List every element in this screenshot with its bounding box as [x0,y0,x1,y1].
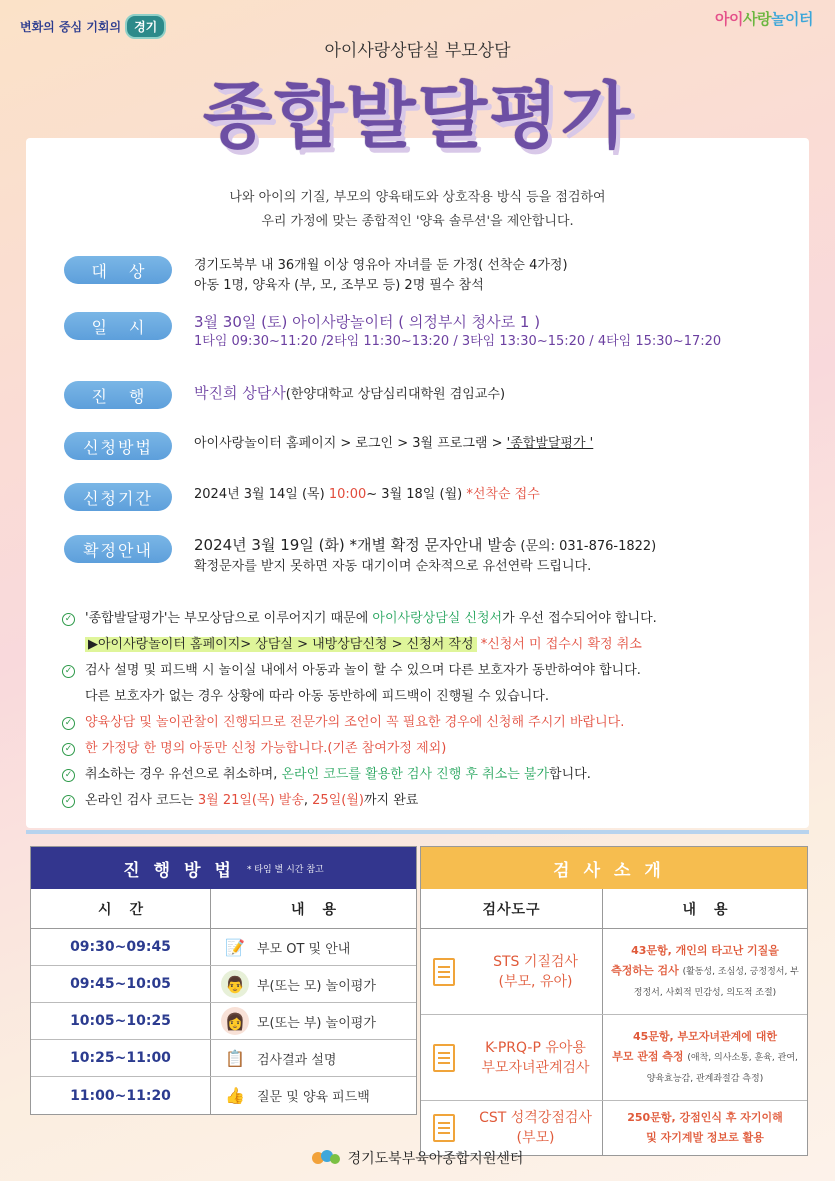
test-note: (애착, 의사소통, 훈육, 관여, 양육효능감, 관계좌절감 측정) [646,1052,798,1084]
check-circle-icon: ✓ [62,769,75,782]
table-row [421,929,807,1015]
confirm-contact: (문의: 031-876-1822) [516,539,657,554]
check-circle-icon: ✓ [62,717,75,730]
confirm-content [194,535,656,577]
schedule-header [31,847,416,889]
notice-6 [62,788,782,814]
info-row-host [64,381,505,409]
center-logo-icon [312,1148,342,1168]
notice-6-text-e: 까지 완료 [363,793,419,808]
footer [0,1148,835,1168]
row-time: 10:05~10:25 [31,1003,211,1039]
checklist-icon: 📋 [225,1048,245,1068]
footer-org-name: 경기도북부육아종합지원센터 [347,1151,524,1167]
check-circle-icon: ✓ [62,795,75,808]
row-time: 09:30~09:45 [31,929,211,965]
tests-col-head [421,889,807,929]
test-desc-1: 250문항, 강점인식 후 자기이해 [627,1111,783,1124]
schedule-title: 진행방법 [123,860,245,881]
brand-part-3: 놀이터 [771,10,813,28]
notice-2 [62,658,782,684]
test-name-sub: (부모, 유아) [498,973,573,990]
brand-part-2: 사랑 [743,10,772,28]
table-row [31,1040,416,1077]
period-text-b: ~ 3월 18일 (월) [366,487,467,502]
row-time: 10:25~11:00 [31,1040,211,1076]
date-line-1: 3월 30일 (토) 아이사랑놀이터 ( 의정부시 청사로 1 ) [194,313,541,331]
date-line-2: 1타임 09:30~11:20 /2타임 11:30~13:20 / 3타임 13:30~15:20 / 4타임 15:30~17:20 [194,334,722,349]
document-icon [433,1114,455,1142]
apply-method-text: 아이사랑놀이터 홈페이지 > 로그인 > 3월 프로그램 > [194,436,507,451]
notice-3 [62,710,782,736]
label-date: 일시 [64,312,172,340]
row-time: 09:45~10:05 [31,966,211,1002]
notice-5-text-b: 온라인 코드를 활용한 검사 진행 후 취소는 불가 [281,767,550,782]
row-content: 질문 및 양육 피드백 [257,1090,370,1105]
table-row [31,1077,416,1114]
col-time: 시간 [31,889,211,928]
notice-6-text-c: , [303,793,313,808]
label-apply-method: 신청방법 [64,432,172,460]
test-name: CST 성격강점검사 [479,1110,592,1126]
mother-avatar-icon: 👩 [221,1007,249,1035]
test-name-sub: 부모자녀관계검사 [481,1059,590,1076]
label-host: 진행 [64,381,172,409]
test-desc-2: 부모 관점 측정 [612,1049,684,1063]
info-row-apply-period [64,483,540,511]
notice-1-path-text: ▶아이사랑놀이터 홈페이지> 상담실 > 내방상담신청 > 신청서 작성 [85,637,477,652]
document-icon [433,1044,455,1072]
notice-1-path [62,632,782,658]
info-row-date [64,312,721,352]
brand-part-1: 아이 [715,10,744,28]
notice-4-text: 한 가정당 한 명의 아동만 신청 가능합니다.(기존 참여가정 제외) [85,741,447,756]
table-row [31,966,416,1003]
schedule-col-head [31,889,416,929]
apply-period-content [194,485,540,505]
col-tool: 검사도구 [421,889,603,928]
label-target: 대상 [64,256,172,284]
host-affiliation: (한양대학교 상담심리대학원 겸임교수) [285,387,506,402]
apply-method-link[interactable]: '종합발달평가 ' [506,436,594,451]
brand-logo [715,8,813,29]
target-line-2: 아동 1명, 양육자 (부, 모, 조부모 등) 2명 필수 참석 [194,278,484,293]
section-divider [26,830,809,834]
period-text-a: 2024년 3월 14일 (목) [194,487,329,502]
date-content [194,312,721,352]
notice-list [62,606,782,814]
slogan-badge: 경기 [125,14,166,39]
row-time: 11:00~11:20 [31,1077,211,1114]
test-name: K-PRQ-P 유아용 [485,1039,586,1056]
page-subtitle: 아이사랑상담실 부모상담 [324,41,511,61]
label-confirm: 확정안내 [64,535,172,563]
confirm-text: 2024년 3월 19일 (화) *개별 확정 문자안내 발송 [194,536,517,554]
notice-6-text-d: 25일(월) [312,793,364,808]
host-name: 박진희 상담사 [194,384,286,402]
info-row-confirm [64,535,656,577]
tests-header: 검사소개 [421,847,807,889]
check-circle-icon: ✓ [62,613,75,626]
notice-6-text-a: 온라인 검사 코드는 [85,793,198,808]
notice-5-text-c: 합니다. [549,767,591,782]
label-apply-period: 신청기간 [64,483,172,511]
table-row [421,1101,807,1155]
notice-3-text: 양육상담 및 놀이관찰이 진행되므로 전문가의 조언이 꼭 필요한 경우에 신청해 주시기 바랍니다. [85,715,625,730]
notice-2-text-a: 검사 설명 및 피드백 시 놀이실 내에서 아동과 놀이 할 수 있으며 다른 보호자가 동반하여야 합니다. [85,663,641,678]
test-desc-1: 45문항, 부모자녀관계에 대한 [632,1029,778,1043]
schedule-table [30,846,417,1115]
thumbs-up-icon: 👍 [225,1086,245,1105]
notice-1 [62,606,782,632]
notice-1-text-a: '종합발달평가'는 부모상담으로 이루어지기 때문에 [85,611,373,626]
document-icon [433,958,455,986]
notice-2-text-b: 다른 보호자가 없는 경우 상황에 따라 아동 동반하에 피드백이 진행될 수 있습니다. [85,689,550,704]
info-row-target [64,256,568,296]
apply-method-content [194,434,593,454]
test-name-sub: (부모) [516,1130,555,1146]
col-content: 내용 [290,901,355,918]
confirm-line-2: 확정문자를 받지 못하면 자동 대기이며 순차적으로 유선연락 드립니다. [194,559,592,574]
notice-1-text-b: 아이사랑상담실 신청서 [372,611,503,626]
test-desc-2: 및 자기계발 정보로 활용 [646,1131,764,1144]
clipboard-icon: 📝 [225,937,245,957]
test-name: STS 기질검사 [493,953,578,970]
period-time: 10:00 [328,487,367,502]
test-desc-2: 측정하는 검사 [611,963,679,977]
host-content [194,383,505,405]
table-row [31,1003,416,1040]
notice-4 [62,736,782,762]
target-content [194,256,568,296]
page-title: 종합발달평가 [202,74,633,158]
slogan-text: 변화의 중심 기회의 [20,20,122,34]
tests-table [420,846,808,1156]
row-content: 부모 OT 및 안내 [257,941,351,957]
father-avatar-icon: 👨 [221,970,249,998]
info-row-apply-method [64,432,593,460]
intro-line-2: 우리 가정에 맞는 종합적인 '양육 솔루션'을 제안합니다. [261,214,574,229]
row-content: 검사결과 설명 [257,1052,337,1068]
intro-line-1: 나와 아이의 기질, 부모의 양육태도와 상호작용 방식 등을 점검하여 [229,190,606,205]
notice-5 [62,762,782,788]
test-desc-1: 43문항, 개인의 타고난 기질을 [631,943,779,957]
notice-1-text-c: 가 우선 접수되어야 합니다. [502,611,657,626]
col-test-content: 내용 [682,901,746,918]
test-note: (활동성, 조심성, 긍정정서, 부정정서, 사회적 민감성, 의도적 조절) [633,966,799,998]
check-circle-icon: ✓ [62,665,75,678]
intro-text [0,186,835,234]
notice-5-text-a: 취소하는 경우 유선으로 취소하며, [85,767,282,782]
notice-6-text-b: 3월 21일(목) 발송 [197,793,304,808]
check-circle-icon: ✓ [62,743,75,756]
table-row [421,1015,807,1101]
target-line-1: 경기도북부 내 36개월 이상 영유아 자녀를 둔 가정( 선착순 4가정) [194,258,568,273]
row-content: 모(또는 부) 놀이평가 [257,1015,376,1031]
row-content: 부(또는 모) 놀이평가 [257,978,376,994]
period-note: *선착순 접수 [466,487,540,502]
notice-1-warning: *신청서 미 접수시 확정 취소 [476,637,642,652]
schedule-title-note: * 타임 별 시간 참고 [246,864,324,875]
table-row [31,929,416,966]
